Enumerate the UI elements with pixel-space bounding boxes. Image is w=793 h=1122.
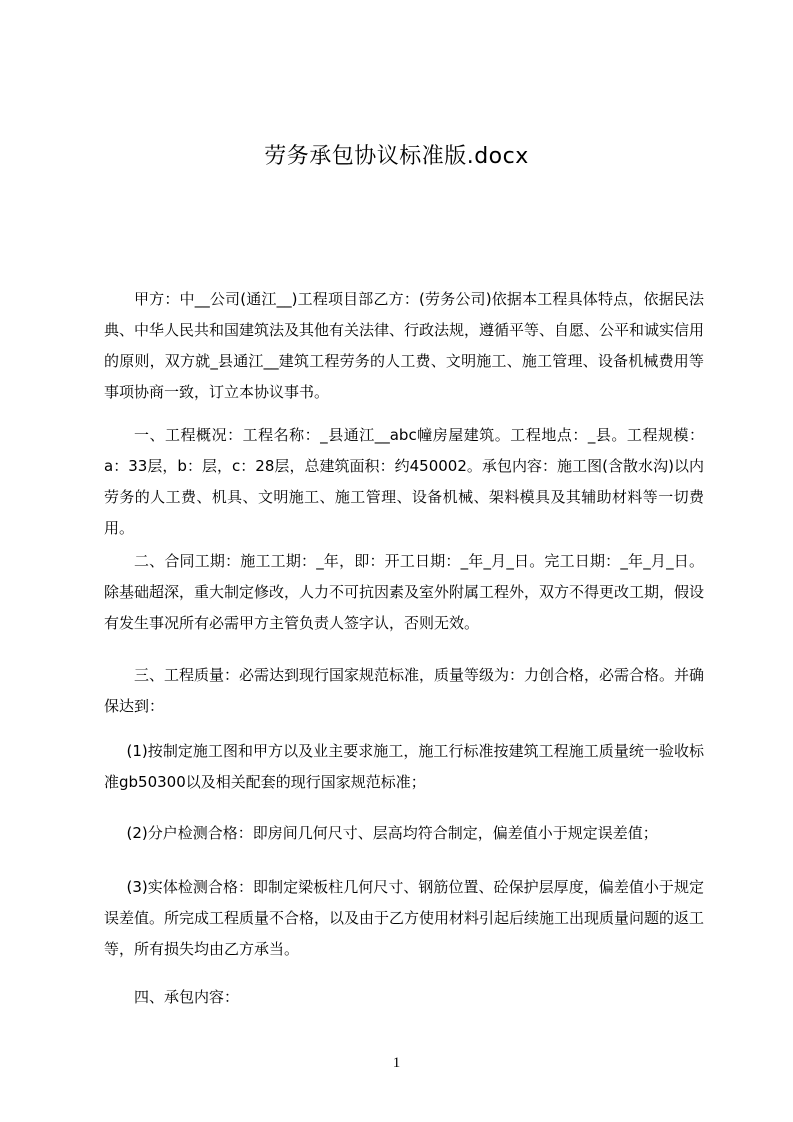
page-number: 1 <box>392 1055 401 1071</box>
paragraph-quality-item-1: (1)按制定施工图和甲方以及业主要求施工，施工行标准按建筑工程施工质量统一验收标准gb50300以及相关配套的现行国家规范标准； <box>104 742 704 791</box>
paragraph-contract-content: 四、承包内容： <box>134 988 240 1006</box>
paragraph-contract-period: 二、合同工期：施工工期：_年，即：开工日期：_年_月_日。完工日期：_年_月_日。除基础超深，重大制定修改，人力不可抗因素及室外附属工程外，双方不得更改工期，假设有发生事况所有必需甲方主管负责人签字认，否则无效。 <box>104 552 705 632</box>
document-title: 劳务承包协议标准版.docx <box>264 144 529 169</box>
paragraph-quality-item-2: (2)分户检测合格：即房间几何尺寸、层高均符合制定，偏差值小于规定误差值； <box>126 824 658 842</box>
paragraph-quality: 三、工程质量：必需达到现行国家规范标准，质量等级为：力创合格，必需合格。并确保达到： <box>104 666 705 715</box>
paragraph-parties: 甲方：中__公司(通江__)工程项目部乙方：(劳务公司)依据本工程具体特点，依据民法典、中华人民共和国建筑法及其他有关法律、行政法规，遵循平等、自愿、公平和诚实信用的原则，双方就_县通江__建筑工程劳务的人工费、文明施工、施工管理、设备机械费用等事项协商一致，订立本协议事书。 <box>104 290 705 401</box>
paragraph-quality-item-3: (3)实体检测合格：即制定梁板柱几何尺寸、钢筋位置、砼保护层厚度，偏差值小于规定误差值。所完成工程质量不合格，以及由于乙方使用材料引起后续施工出现质量问题的返工等，所有损失均由乙方承当。 <box>104 878 705 958</box>
paragraph-project-overview: 一、工程概况：工程名称：_县通江__abc幢房屋建筑。工程地点：_县。工程规模：a：33层，b：层，c：28层，总建筑面积：约450002。承包内容：施工图(含散水沟)以内劳务的人工费、机具、文明施工、施工管理、设备机械、架料模具及其辅助材料等一切费用。 <box>104 426 704 537</box>
